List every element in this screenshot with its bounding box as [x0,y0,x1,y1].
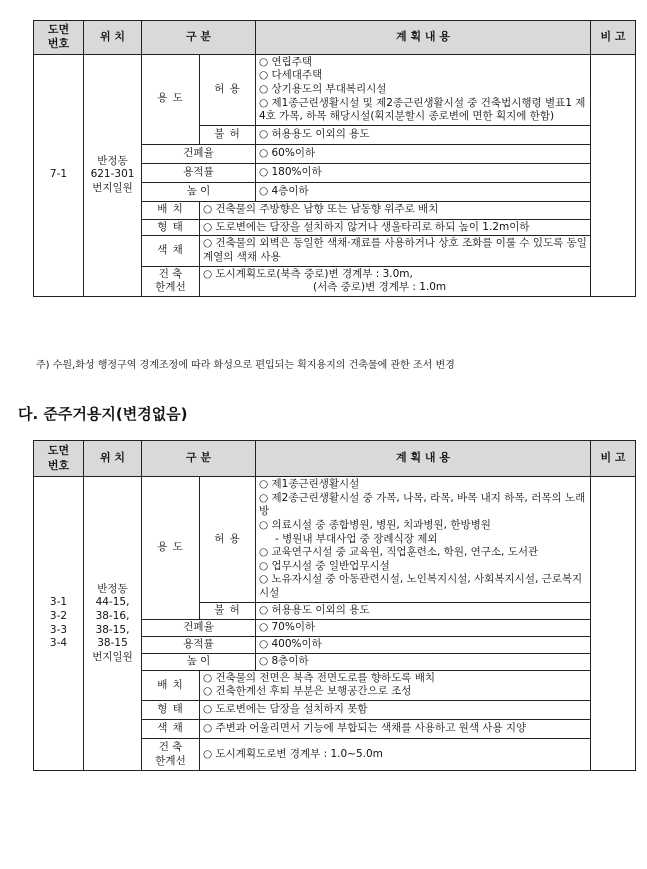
coverage-label: 건폐율 [142,144,256,163]
disallowed-label: 불 허 [200,125,256,144]
color-label: 색 채 [142,720,200,739]
height-value: ○ 4층이하 [256,182,591,201]
plan-number: 7-1 [34,54,84,296]
location-line: 621-301 [90,168,135,181]
layout-label: 배 치 [142,670,200,700]
setback-text: ○ 도시계획도로(북측 중로)변 경계부 : 3.0m, (서측 중로)변 경계부 : 1.0m [200,266,591,296]
location-line: 번지일원 [92,650,133,663]
section-heading: 다. 준주거용지(변경없음) [18,405,188,423]
far-value: ○ 400%이하 [256,636,591,653]
plan-table-2 [33,440,636,771]
plan-number: 3-2 [49,609,68,622]
location-line: 38-16, [95,609,130,622]
layout-items [200,670,591,700]
allowed-item: ○ 노유자시설 중 아동관련시설, 노인복지시설, 사회복지시설, 근로복지시설 [259,573,587,600]
header-location: 위 치 [84,441,142,477]
location-line: 번지일원 [92,182,133,195]
header-remarks: 비 고 [591,21,636,55]
height-label: 높 이 [142,182,256,201]
setback-text: ○ 도시계획도로변 경계부 : 1.0~5.0m [200,739,591,771]
coverage-value: ○ 60%이하 [256,144,591,163]
allowed-item: ○ 제1종근린생활시설 및 제2종근린생활시설 중 건축법시행령 별표1 제4호 가목, 하목 해당시설(획지분할시 종로변에 면한 획지에 한함) [259,97,587,124]
allowed-item: ○ 업무시설 중 일반업무시설 [259,560,587,574]
color-text: ○ 건축물의 외벽은 동일한 색채·재료를 사용하거나 상호 조화를 이룰 수 있도록 동일 계열의 색채 사용 [200,236,591,266]
header-division: 구 분 [142,441,256,477]
plan-numbers [34,477,84,771]
location-line: 반정동 [97,154,128,167]
header-plan-no: 도면 번호 [34,21,84,55]
color-text: ○ 주변과 어울리면서 기능에 부합되는 색채를 사용하고 원색 사용 지양 [200,720,591,739]
allowed-item: ○ 연립주택 [259,56,587,70]
plan-number: 3-3 [49,623,68,636]
remarks-cell [591,477,636,771]
layout-label: 배 치 [142,201,200,219]
allowed-item: ○ 의료시설 중 종합병원, 병원, 치과병원, 한방병원 [259,519,587,533]
allowed-label: 허 용 [200,54,256,125]
plan-number: 3-4 [49,637,68,650]
location-line: 44-15, [95,596,130,609]
plan-number: 3-1 [49,596,68,609]
header-location: 위 치 [84,21,142,55]
use-label: 용 도 [142,54,200,144]
form-text: ○ 도로변에는 담장을 설치하지 않거나 생울타리로 하되 높이 1.2m이하 [200,219,591,236]
location-line: 38-15 [97,637,128,650]
table-note: 주) 수원,화성 행정구역 경계조정에 따라 화성으로 편입되는 획지용지의 건축물에 관한 조서 변경 [36,360,455,371]
height-value: ○ 8층이하 [256,653,591,670]
setback-label: 건 축 한계선 [142,739,200,771]
setback-label: 건 축 한계선 [142,266,200,296]
location-line: 반정동 [97,582,128,595]
disallowed-text: ○ 허용용도 이외의 용도 [256,602,591,619]
layout-item: ○ 건축한계선 후퇴 부분은 보행공간으로 조성 [203,685,587,699]
header-content: 계 획 내 용 [256,21,591,55]
layout-item: ○ 건축물의 전면은 북측 전면도로를 향하도록 배치 [203,672,587,686]
allowed-uses [256,54,591,125]
location-line: 38-15, [95,623,130,636]
header-division: 구 분 [142,21,256,55]
form-label: 형 태 [142,219,200,236]
far-label: 용적률 [142,636,256,653]
disallowed-text: ○ 허용용도 이외의 용도 [256,125,591,144]
allowed-subnote: - 병원내 부대사업 중 장례식장 제외 [275,532,438,545]
remarks-cell [591,54,636,296]
disallowed-label: 불 허 [200,602,256,619]
allowed-label: 허 용 [200,477,256,603]
coverage-label: 건폐율 [142,619,256,636]
far-label: 용적률 [142,163,256,182]
allowed-item: ○ 다세대주택 [259,69,587,83]
header-content: 계 획 내 용 [256,441,591,477]
allowed-item: ○ 상기용도의 부대복리시설 [259,83,587,97]
form-label: 형 태 [142,701,200,720]
far-value: ○ 180%이하 [256,163,591,182]
header-plan-no: 도면 번호 [34,441,84,477]
allowed-item: ○ 교육연구시설 중 교육원, 직업훈련소, 학원, 연구소, 도서관 [259,546,587,560]
location-cell [84,477,142,771]
height-label: 높 이 [142,653,256,670]
color-label: 색 채 [142,236,200,266]
form-text: ○ 도로변에는 담장을 설치하지 못함 [200,701,591,720]
use-label: 용 도 [142,477,200,620]
layout-text: ○ 건축물의 주방향은 남향 또는 남동향 위주로 배치 [200,201,591,219]
coverage-value: ○ 70%이하 [256,619,591,636]
plan-table-1 [33,20,636,297]
allowed-item: ○ 제2종근린생활시설 중 가목, 나목, 라목, 바목 내지 하목, 러목의 노래방 [259,492,587,519]
header-remarks: 비 고 [591,441,636,477]
allowed-uses [256,477,591,603]
allowed-item: ○ 제1종근린생활시설 [259,478,587,492]
location-cell [84,54,142,296]
